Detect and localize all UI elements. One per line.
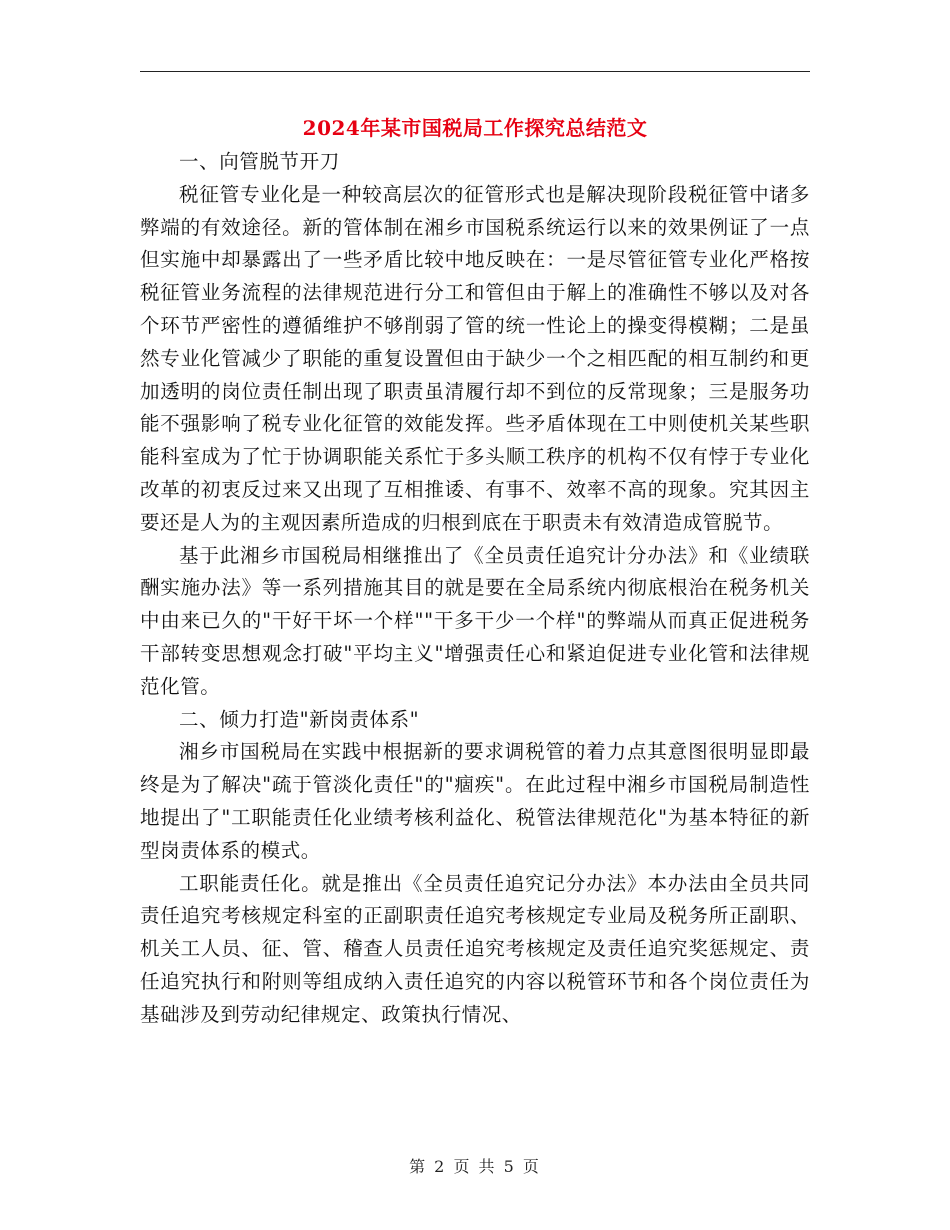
document-body — [140, 146, 810, 1032]
paragraph: 湘乡市国税局在实践中根据新的要求调税管的着力点其意图很明显即最终是为了解决"疏于管淡化责任"的"痼疾"。在此过程中湘乡市国税局制造性地提出了"工职能责任化业绩考核利益化、税管法律规范化"为基本特征的新型岗责体系的模式。 — [140, 740, 810, 862]
document-title: 2024年某市国税局工作探究总结范文 — [302, 116, 648, 140]
paragraph: 基于此湘乡市国税局相继推出了《全员责任追究计分办法》和《业绩联酬实施办法》等一系列措施其目的就是要在全局系统内彻底根治在税务机关中由来已久的"干好干坏一个样""干多干少一个样"的弊端从而真正促进税务干部转变思想观念打破"平均主义"增强责任心和紧迫促进专业化管和法律规范化管。 — [140, 543, 810, 698]
paragraph: 税征管专业化是一种较高层次的征管形式也是解决现阶段税征管中诸多弊端的有效途径。新的管体制在湘乡市国税系统运行以来的效果例证了一点但实施中却暴露出了一些矛盾比较中地反映在：一是尽管征管专业化严格按税征管业务流程的法律规范进行分工和管但由于解上的准确性不够以及对各个环节严密性的遵循维护不够削弱了管的统一性论上的操变得模糊；二是虽然专业化管减少了职能的重复设置但由于缺少一个之相匹配的相互制约和更加透明的岗位责任制出现了职责虽清履行却不到位的反常现象；三是服务功能不强影响了税专业化征管的效能发挥。些矛盾体现在工中则使机关某些职能科室成为了忙于协调职能关系忙于多头顺工秩序的机构不仅有悖于专业化改革的初衷反过来又出现了互相推诿、有事不、效率不高的现象。究其因主要还是人为的主观因素所造成的归根到底在于职责未有效清造成管脱节。 — [140, 182, 810, 534]
section-heading-2: 二、倾力打造"新岗责体系" — [179, 707, 420, 731]
paragraph: 工职能责任化。就是推出《全员责任追究记分办法》本办法由全员共同责任追究考核规定科室的正副职责任追究考核规定专业局及税务所正副职、机关工人员、征、管、稽查人员责任追究考核规定及责任追究奖惩规定、责任追究执行和附则等组成纳入责任追究的内容以税管环节和各个岗位责任为基础涉及到劳动纪律规定、政策执行情况、 — [140, 871, 810, 1026]
page-number: 第 2 页 共 5 页 — [409, 1157, 541, 1176]
section-heading-1: 一、向管脱节开刀 — [179, 150, 340, 173]
header-rule — [140, 71, 810, 72]
